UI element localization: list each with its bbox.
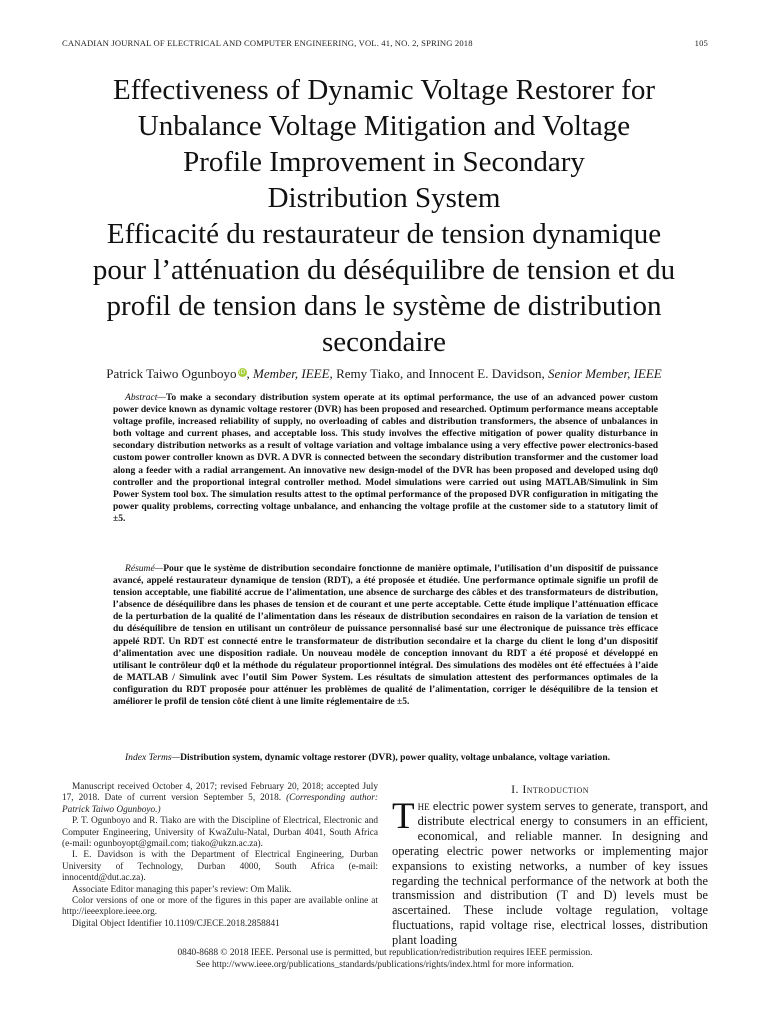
abstract (113, 392, 658, 525)
journal-name: CANADIAN JOURNAL OF ELECTRICAL AND COMPUTER ENGINEERING, VOL. 41, NO. 2, SPRING 2018 (62, 38, 473, 48)
running-head (62, 38, 708, 48)
french-title-line: profil de tension dans le système de distribution (106, 290, 662, 322)
index-terms (113, 752, 658, 764)
introduction-text: electric power system serves to generate, transport, and distribute electrical energy to consumers in an efficient, economical, and reliable manner. In designing and operating electric power networks or implementing major expansions to existing networks, a number of key issues regarding the technical performance of the network at both the transmission and distribution (T and D) levels must be ascertained. These include voltage regulation, voltage fluctuations, rapid voltage rise, electrical losses, distribution plant loading (392, 799, 708, 948)
drop-cap: T (392, 796, 415, 837)
author-names: Remy Tiako, and Innocent E. Davidson, (336, 366, 545, 381)
copyright-line: See http://www.ieee.org/publications_standards/publications/rights/index.html for more information. (196, 959, 574, 970)
footnote-affiliation: P. T. Ogunboyo and R. Tiako are with the Discipline of Electrical, Electronic and Computer Engineering, University of KwaZulu-Natal, Durban 4041, South Africa (e-mail: ogunboyopt@gmail.com; tiako@ukzn.ac.za). (62, 816, 378, 850)
french-title-line: secondaire (322, 326, 446, 358)
footnote-doi: Digital Object Identifier 10.1109/CJECE.2018.2858841 (72, 918, 280, 929)
author-name: Patrick Taiwo Ogunboyo (106, 366, 237, 381)
title-line: Effectiveness of Dynamic Voltage Restorer for (113, 74, 655, 106)
author-line: Patrick Taiwo Ogunboyo iD, Member, IEEE, Remy Tiako, and Innocent E. Davidson, Senior Member, IEEE (106, 366, 662, 381)
orcid-icon[interactable]: iD (238, 369, 246, 376)
resume-text: Pour que le système de distribution secondaire fonctionne de manière optimale, l’utilisation d’un dispositif de puissance avancé, appelé restaurateur dynamique de tension (RDT), a été proposée et étudiée. Une performance optimale signifie un profil de tension acceptable, une fiabilité accrue de l’alimentation, une absence de surcharge des câbles et des transformateurs de distribution, l’absence de déséquilibre dans les phases de tension et de courant et une perte acceptable. Cette étude implique l’atténuation efficace de la perturbation de la qualité de l’alimentation dans les réseaux de distribution secondaires en raison de la variation de tension et du déséquilibre de tension en utilisant un contrôleur de puissance personnalisé basé sur une électronique de puissance très efficace appelé RDT. Un RDT est connecté entre le transformateur de distribution secondaire et la charge du client le long d’un dispositif d’alimentation avec une disposition radiale. Un nouveau modèle de conception innovant du RDT a été proposé et développé en utilisant le contrôleur dq0 et la méthode du régulateur proportionnel intégral. Des simulations des modèles ont été effectuées à l’aide de MATLAB / Simulink avec l’outil Sim Power System. Les résultats de simulation attestent des performances optimales de la configuration du RDT proposée pour atténuer les problèmes de qualité de l’alimentation, corriger le déséquilibre de la tension et améliorer le profil de tension côté client à une limite réglementaire de ±5. (113, 563, 658, 708)
french-title-line: pour l’atténuation du déséquilibre de tension et du (92, 254, 676, 286)
resume-label: Résumé— (125, 563, 164, 574)
introduction-paragraph (392, 796, 708, 948)
section-title: Introduction (522, 782, 589, 796)
resume (113, 563, 658, 708)
index-terms-label: Index Terms— (125, 752, 181, 763)
copyright-notice (62, 948, 708, 971)
author-role: Member, IEEE, (253, 366, 333, 381)
title-line: Distribution System (267, 182, 501, 214)
index-terms-text: Distribution system, dynamic voltage restorer (DVR), power quality, voltage unbalance, voltage variation. (180, 752, 611, 763)
title-line: Unbalance Voltage Mitigation and Voltage (137, 110, 631, 142)
abstract-label: Abstract— (125, 392, 166, 403)
received-text: Manuscript received October 4, 2017; revised February 20, 2018; accepted July 17, 2018. Date of current version September 5, 2018. (62, 782, 378, 804)
page-number: 105 (694, 38, 708, 48)
introduction-section (392, 782, 708, 948)
french-title-line: Efficacité du restaurateur de tension dynamique (106, 218, 662, 250)
footnote-affiliation: I. E. Davidson is with the Department of Electrical Engineering, Durban University of Technology, Durban 4000, South Africa (e-mail: innocentd@dut.ac.za). (62, 850, 378, 884)
corresponding-author: (Corresponding author: Patrick Taiwo Ogunboyo.) (62, 793, 378, 815)
footnote-color: Color versions of one or more of the figures in this paper are available online at http://ieeexplore.ieee.org. (62, 896, 378, 918)
footnote-editor: Associate Editor managing this paper’s review: Om Malik. (72, 884, 292, 895)
footnote-received (62, 782, 378, 816)
lead-word: he (417, 799, 430, 813)
title-line: Profile Improvement in Secondary (183, 146, 585, 178)
section-heading (392, 782, 708, 797)
paper-title (40, 72, 728, 360)
author-role: Senior Member, IEEE (548, 366, 662, 381)
abstract-text: To make a secondary distribution system operate at its optimal performance, the use of an advanced power custom power device known as dynamic voltage restorer (DVR) has been proposed and researched. Optimum performance means acceptable voltage profile, increased reliability of supply, no overloading of cables and distribution transformers, the absence of unbalances in both voltage and current phases, and acceptable loss. This study involves the effective mitigation of power quality disturbance in secondary distribution networks as a result of voltage variation and voltage imbalance using a very effective power electronics-based custom power controller known as DVR. A DVR is connected between the secondary distribution transformer and the customer load along a feeder with a radial arrangement. An innovative new design-model of the DVR has been proposed and developed using dq0 controller and the proportional integral controller method. Model simulations were carried out using MATLAB/Simulink in Sim Power System tool box. The simulation results attest to the optimal performance of the proposed DVR configuration in mitigating the power quality problems, correcting voltage unbalance, and enhancing the voltage profile at the customer side to a statutory limit of ±5. (113, 392, 658, 524)
section-number: I. (511, 782, 519, 796)
copyright-line: 0840-8688 © 2018 IEEE. Personal use is permitted, but republication/redistribution requires IEEE permission. (177, 948, 593, 958)
footnotes (62, 782, 378, 930)
